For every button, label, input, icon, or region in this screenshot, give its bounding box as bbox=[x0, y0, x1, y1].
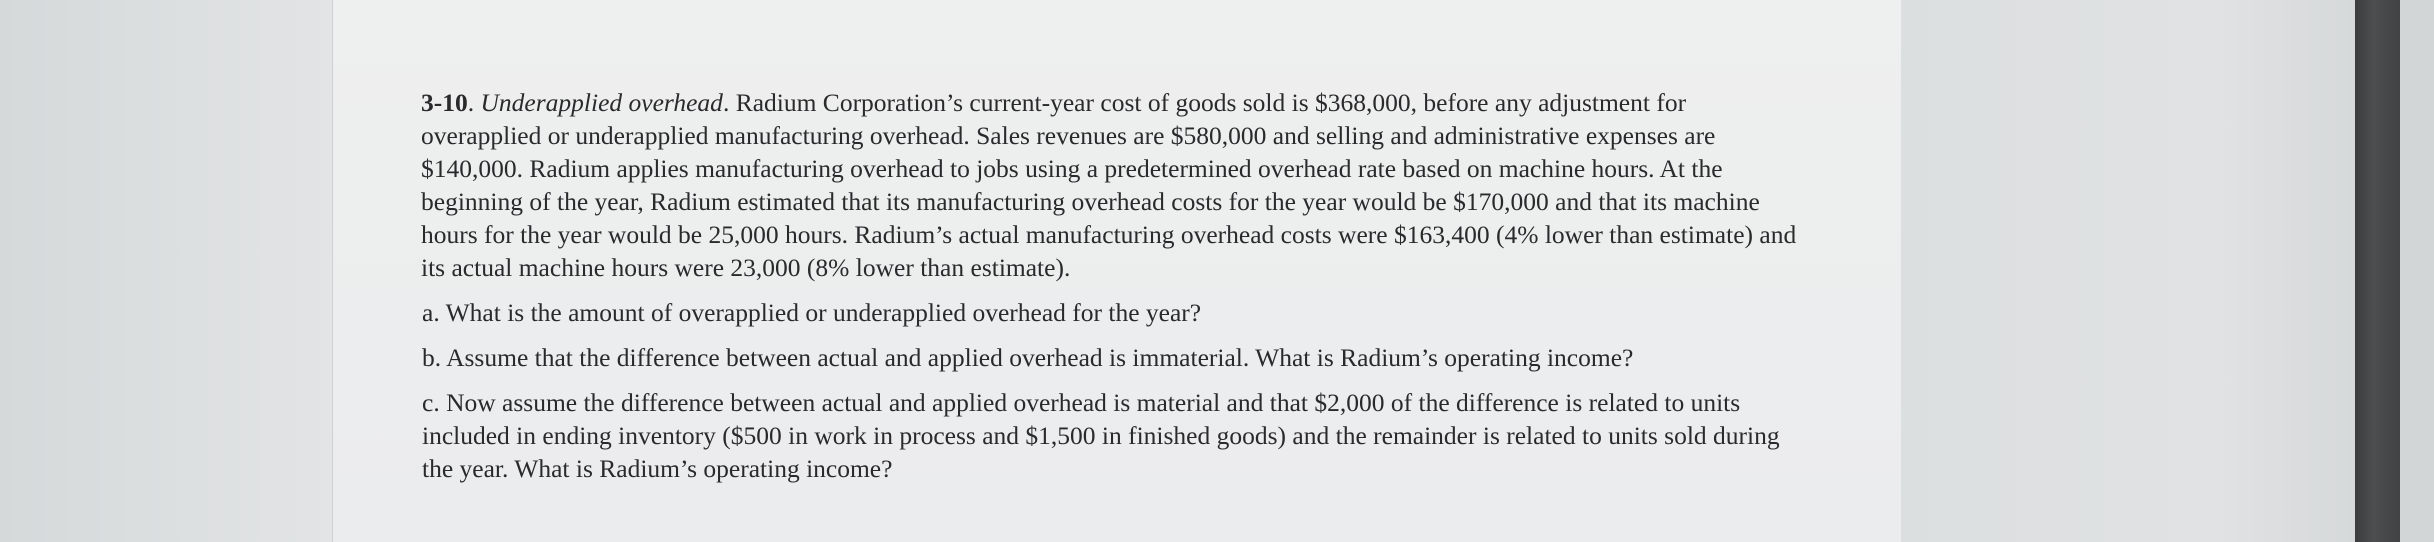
background-far-right bbox=[2400, 0, 2434, 542]
background-left bbox=[0, 0, 332, 542]
question-c: c. Now assume the difference between actual and applied overhead is material and that $2,000 of the difference is related to units included in ending inventory ($500 in work in process and $1,500 in finished goods) and the remainder is related to units sold during the year. What is Radium’s operating income? bbox=[422, 388, 1780, 483]
dark-edge-band bbox=[2355, 0, 2400, 542]
problem-3-10 bbox=[421, 86, 1811, 485]
question-b: b. Assume that the difference between actual and applied overhead is immaterial. What is Radium’s operating income? bbox=[422, 343, 1634, 372]
problem-title: Underapplied overhead bbox=[480, 88, 723, 117]
background-right bbox=[1901, 0, 2355, 542]
question-a: a. What is the amount of overapplied or underapplied overhead for the year? bbox=[422, 298, 1202, 327]
problem-intro: 3-10. Underapplied overhead. Radium Corporation’s current-year cost of goods sold is $368,000, before any adjustment for overapplied or underapplied manufacturing overhead. Sales revenues are $580,000 and selling and administrative expenses are $140,000. Radium applies manufacturing overhead to jobs using a predetermined overhead rate based on machine hours. At the beginning of the year, Radium estimated that its manufacturing overhead costs for the year would be $170,000 and that its machine hours for the year would be 25,000 hours. Radium’s actual manufacturing overhead costs were $163,400 (4% lower than estimate) and its actual machine hours were 23,000 (8% lower than estimate). bbox=[421, 88, 1797, 282]
problem-intro-text: Radium Corporation’s current-year cost of goods sold is $368,000, before any adjustment for overapplied or underapplied manufacturing overhead. Sales revenues are $580,000 and selling and administrative expenses are $140,000. Radium applies manufacturing overhead to jobs using a predetermined overhead rate based on machine hours. At the beginning of the year, Radium estimated that its manufacturing overhead costs for the year would be $170,000 and that its machine hours for the year would be 25,000 hours. Radium’s actual manufacturing overhead costs were $163,400 (4% lower than estimate) and its actual machine hours were 23,000 (8% lower than estimate). bbox=[421, 88, 1797, 282]
problem-number: 3-10 bbox=[421, 88, 468, 117]
